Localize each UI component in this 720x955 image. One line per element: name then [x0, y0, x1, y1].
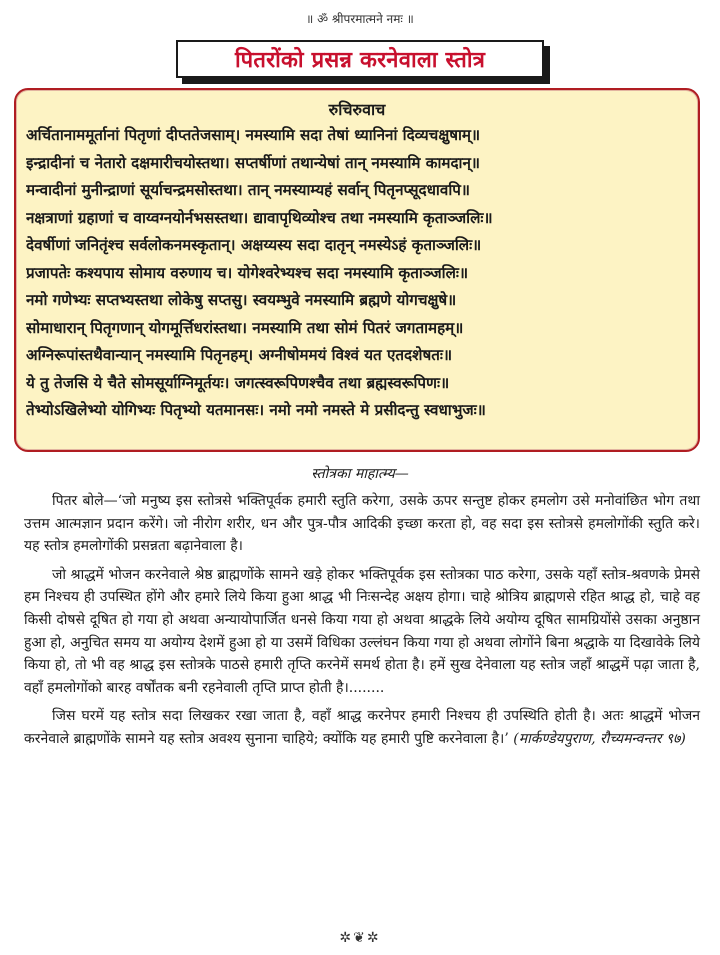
invocation-line: ॥ ॐ श्रीपरमात्मने नमः ॥ — [306, 12, 414, 26]
paragraph-text: जिस घरमें यह स्तोत्र सदा लिखकर रखा जाता है, वहाँ श्राद्ध करनेपर हमारी निश्चय ही उपस्थिति होती है। अतः श्राद्धमें भोजन करनेवाले ब्राह्मणोंके सामने यह स्तोत्र अवश्य सुनाना चाहिये; क्योंकि यह हमारी पुष्टि करनेवाला है।’ — [24, 708, 700, 747]
paragraph — [24, 564, 700, 700]
mahatmya-heading: स्तोत्रका माहात्म्य— — [311, 466, 409, 482]
verse-line: इन्द्रादीनां च नेतारो दक्षमारीचयोस्तथा। सप्तर्षीणां तथान्येषां तान् नमस्यामि कामदान्॥ — [26, 153, 481, 172]
paragraph-text: जो श्राद्धमें भोजन करनेवाले श्रेष्ठ ब्राह्मणोंके सामने खड़े होकर भक्तिपूर्वक इस स्तोत्रका पाठ करेगा, उसके यहाँ स्तोत्र-श्रवणके प्रेमसे हम निश्चय ही उपस्थित होंगे और हमारे लिये किया हुआ श्राद्ध भी निःसन्देह अक्षय होगा। चाहे श्रोत्रिय ब्राह्मणसे रहित श्राद्ध हो, चाहे वह किसी दोषसे दूषित हो गया हो अथवा अन्यायोपार्जित धनसे किया गया हो अथवा श्राद्धके लिये अयोग्य दूषित सामग्रियोंसे उसका अनुष्ठान हुआ हो, अनुचित समय या अयोग्य देशमें हुआ हो या उसमें विधिका उल्लंघन किया गया हो अथवा लोगोंने बिना श्रद्धाके या दिखावेके लिये किया हो, तो भी वह श्राद्ध इस स्तोत्रके पाठसे हमारी तृप्ति करनेमें समर्थ होता है। हमें सुख देनेवाला यह स्तोत्र जहाँ श्राद्धमें पढ़ा जाता है, वहाँ हमलोगोंको बारह वर्षोंतक बनी रहनेवाली तृप्ति प्राप्त होती है।........ — [24, 566, 700, 696]
verse-line: अग्निरूपांस्तथैवान्यान् नमस्यामि पितृनहम्। अग्नीषोममयं विश्वं यत एतदशेषतः॥ — [26, 346, 453, 364]
source-reference: (मार्कण्डेयपुराण, रौच्यमन्वन्तर ९७) — [513, 730, 686, 747]
stotra-verse-box — [14, 88, 700, 452]
verse-line: सोमाधारान् पितृगणान् योगमूर्त्तिधरांस्तथा। नमस्यामि तथा सोमं पितरं जगतामहम्॥ — [26, 318, 464, 337]
verse-line: तेभ्योऽखिलेभ्यो योगिभ्यः पितृभ्यो यतमानसः। नमो नमो नमस्ते मे प्रसीदन्तु स्वधाभुजः॥ — [26, 401, 486, 419]
title-banner — [176, 40, 544, 78]
paragraph — [24, 705, 700, 750]
verse-line: देवर्षीणां जनितृंश्च सर्वलोकनमस्कृतान्। अक्षय्यस्य सदा दातृन् नमस्येऽहं कृताञ्जलिः॥ — [26, 236, 482, 254]
mahatmya-body — [24, 490, 700, 757]
verse-line: ये तु तेजसि ये चैते सोमसूर्याग्निमूर्तयः। जगत्स्वरूपिणश्चैव तथा ब्रह्मस्वरूपिणः॥ — [26, 373, 450, 392]
verse-heading: रुचिरुवाच — [328, 100, 386, 119]
page-title: पितरोंको प्रसन्न करनेवाला स्तोत्र — [234, 47, 486, 73]
verse-line: अर्चितानाममूर्तानां पितृणां दीप्ततेजसाम्। नमस्यामि सदा तेषां ध्यानिनां दिव्यचक्षुषाम्॥ — [26, 126, 481, 144]
verse-lines — [26, 122, 688, 425]
verse-line: नक्षत्राणां ग्रहाणां च वाय्वग्नयोर्नभसस्तथा। द्यावापृथिव्योश्च तथा नमस्यामि कृताञ्जलिः॥ — [26, 208, 493, 227]
verse-line: प्रजापतेः कश्यपाय सोमाय वरुणाय च। योगेश्वरेभ्यश्च सदा नमस्यामि कृताञ्जलिः॥ — [26, 263, 469, 282]
paragraph — [24, 490, 700, 558]
ornament-icon: ✲❦✲ — [339, 930, 381, 946]
title-box — [176, 40, 544, 78]
verse-line: मन्वादीनां मुनीन्द्राणां सूर्याचन्द्रमसोस्तथा। तान् नमस्याम्यहं सर्वान् पितृनप्सूदधावपि॥ — [26, 181, 470, 199]
verse-line: नमो गणेभ्यः सप्तभ्यस्तथा लोकेषु सप्तसु। स्वयम्भुवे नमस्यामि ब्रह्मणे योगचक्षुषे॥ — [26, 291, 457, 309]
paragraph-text: पितर बोले—‘जो मनुष्य इस स्तोत्रसे भक्तिपूर्वक हमारी स्तुति करेगा, उसके ऊपर सन्तुष्ट होकर हमलोग उसे मनोवांछित भोग तथा उत्तम आत्मज्ञान प्रदान करेंगे। जो नीरोग शरीर, धन और पुत्र-पौत्र आदिकी इच्छा करता हो, वह सदा इस स्तोत्रसे हमलोगोंकी स्तुति करे। यह स्तोत्र हमलोगोंकी प्रसन्नता बढ़ानेवाला है। — [24, 493, 700, 555]
